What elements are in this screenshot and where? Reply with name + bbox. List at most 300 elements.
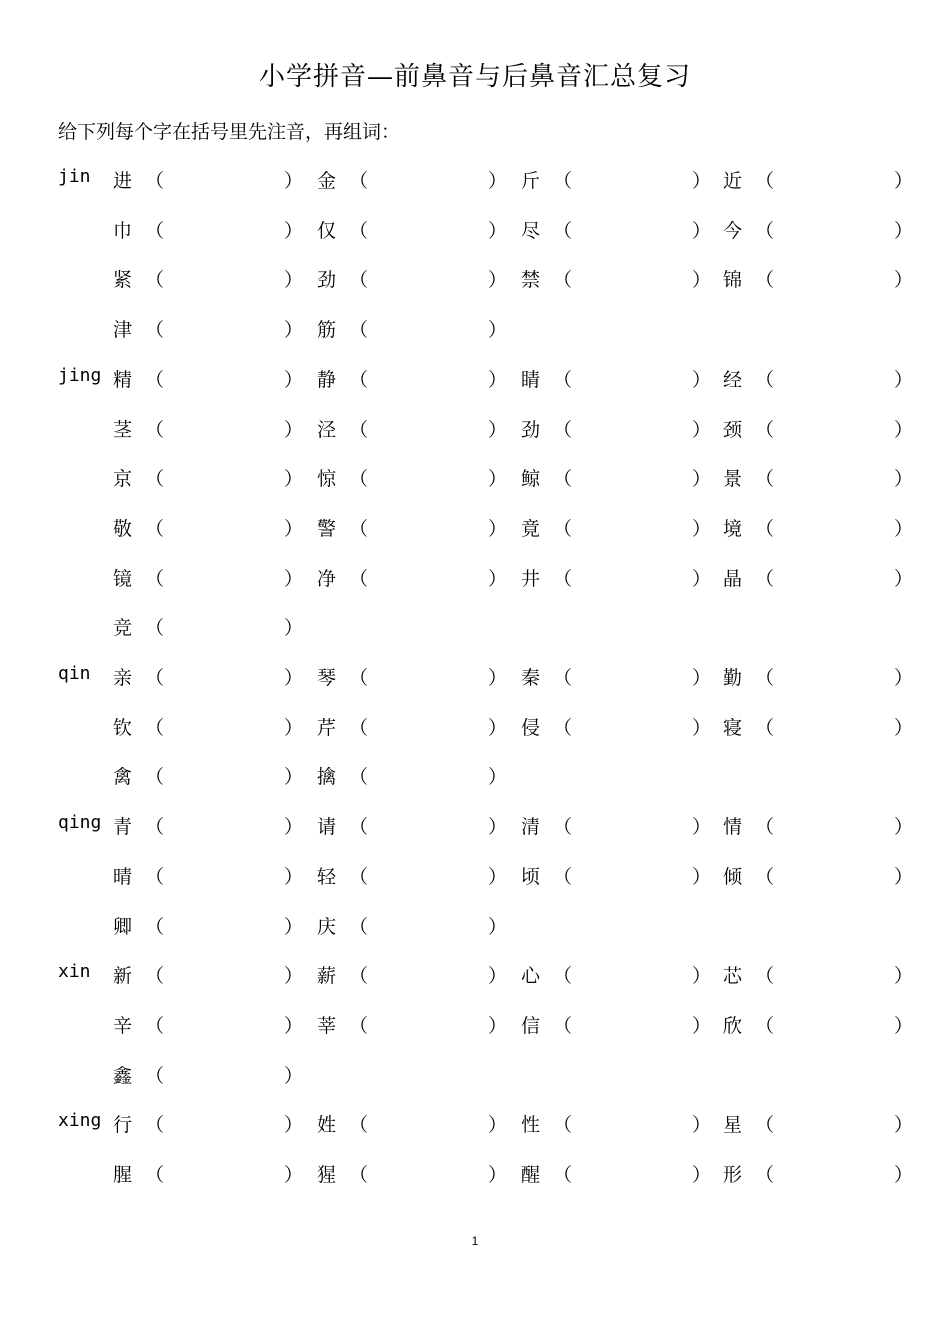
answer-blank-open[interactable]: （: [755, 219, 775, 242]
page-number: 1: [471, 1234, 479, 1248]
worksheet-row: [0, 1011, 950, 1041]
character-item: [521, 564, 711, 591]
character-item: [113, 216, 303, 243]
answer-blank-open[interactable]: （: [553, 269, 573, 292]
character: 莘: [317, 1014, 337, 1037]
answer-blank-open[interactable]: （: [145, 1064, 165, 1087]
character-item: [317, 1160, 507, 1187]
character-item: [723, 1110, 913, 1137]
answer-blank-close: ）: [894, 567, 914, 590]
character: 性: [521, 1114, 541, 1137]
character: 寝: [723, 716, 743, 739]
answer-blank-close: ）: [284, 965, 304, 988]
answer-blank-open[interactable]: （: [145, 517, 165, 540]
answer-blank-close: ）: [488, 468, 508, 491]
answer-blank-close: ）: [488, 816, 508, 839]
character: 境: [723, 517, 743, 540]
answer-blank-close: ）: [284, 1064, 304, 1087]
answer-blank-open[interactable]: （: [145, 269, 165, 292]
answer-blank-open[interactable]: （: [553, 517, 573, 540]
character-item: [521, 961, 711, 988]
answer-blank-close: ）: [692, 368, 712, 391]
answer-blank-open[interactable]: （: [553, 468, 573, 491]
character-item: [317, 514, 507, 541]
character: 仅: [317, 219, 337, 242]
answer-blank-close: ）: [488, 915, 508, 938]
answer-blank-open[interactable]: （: [145, 716, 165, 739]
answer-blank-open[interactable]: （: [755, 170, 775, 192]
worksheet-row: [0, 464, 950, 494]
character-item: [113, 713, 303, 740]
answer-blank-close: ）: [284, 766, 304, 789]
character: 星: [723, 1114, 743, 1137]
answer-blank-open[interactable]: （: [349, 567, 369, 590]
character-item: [723, 415, 913, 442]
character: 劲: [317, 269, 337, 292]
answer-blank-open[interactable]: （: [145, 816, 165, 839]
character-item: [113, 912, 303, 939]
answer-blank-close: ）: [488, 368, 508, 391]
answer-blank-open[interactable]: （: [145, 915, 165, 938]
character: 亲: [113, 667, 133, 689]
character-item: [723, 514, 913, 541]
character: 薪: [317, 965, 337, 988]
worksheet-row: [0, 1061, 950, 1091]
answer-blank-close: ）: [894, 170, 914, 192]
answer-blank-close: ）: [692, 517, 712, 540]
character: 形: [723, 1164, 743, 1186]
character: 卿: [113, 915, 133, 938]
answer-blank-close: ）: [488, 418, 508, 441]
answer-blank-open[interactable]: （: [755, 368, 775, 391]
answer-blank-close: ）: [488, 1014, 508, 1037]
answer-blank-close: ）: [284, 219, 304, 242]
character-item: [113, 613, 303, 640]
character: 顷: [521, 865, 541, 888]
answer-blank-open[interactable]: （: [349, 667, 369, 689]
answer-blank-close: ）: [894, 816, 914, 839]
character: 鑫: [113, 1064, 133, 1087]
answer-blank-open[interactable]: （: [145, 219, 165, 242]
character: 竞: [113, 617, 133, 640]
character-item: [113, 166, 303, 193]
character: 新: [113, 965, 133, 988]
character-item: [521, 514, 711, 541]
answer-blank-close: ）: [692, 865, 712, 888]
answer-blank-close: ）: [284, 170, 304, 192]
answer-blank-open[interactable]: （: [553, 1014, 573, 1037]
character: 侵: [521, 716, 541, 739]
character: 睛: [521, 368, 541, 391]
character: 金: [317, 170, 337, 192]
character: 颈: [723, 418, 743, 441]
character-item: [521, 464, 711, 491]
answer-blank-open[interactable]: （: [553, 865, 573, 888]
worksheet-row: [0, 564, 950, 594]
character-item: [723, 663, 913, 690]
character-item: [317, 464, 507, 491]
character: 秦: [521, 667, 541, 689]
answer-blank-close: ）: [488, 1114, 508, 1137]
character-item: [113, 464, 303, 491]
answer-blank-open[interactable]: （: [145, 468, 165, 491]
character: 晴: [113, 865, 133, 888]
character: 静: [317, 368, 337, 391]
worksheet-row: [0, 812, 950, 842]
worksheet-row: [0, 1160, 950, 1190]
character: 庆: [317, 915, 337, 938]
answer-blank-close: ）: [284, 269, 304, 292]
answer-blank-close: ）: [692, 418, 712, 441]
character-item: [521, 713, 711, 740]
answer-blank-close: ）: [488, 319, 508, 342]
answer-blank-close: ）: [894, 1164, 914, 1186]
answer-blank-open[interactable]: （: [755, 517, 775, 540]
character: 清: [521, 816, 541, 839]
character: 辛: [113, 1014, 133, 1037]
answer-blank-close: ）: [284, 617, 304, 640]
answer-blank-open[interactable]: （: [145, 667, 165, 689]
worksheet-row: [0, 265, 950, 295]
answer-blank-open[interactable]: （: [553, 816, 573, 839]
character: 茎: [113, 418, 133, 441]
character-item: [317, 713, 507, 740]
character: 禁: [521, 269, 541, 292]
answer-blank-open[interactable]: （: [145, 170, 165, 192]
answer-blank-close: ）: [894, 716, 914, 739]
answer-blank-close: ）: [692, 1114, 712, 1137]
character-item: [113, 365, 303, 392]
character: 轻: [317, 865, 337, 888]
answer-blank-open[interactable]: （: [755, 1114, 775, 1137]
character: 琴: [317, 667, 337, 689]
answer-blank-open[interactable]: （: [755, 269, 775, 292]
character: 敬: [113, 517, 133, 540]
character: 勤: [723, 667, 743, 689]
character: 净: [317, 567, 337, 590]
character-item: [723, 365, 913, 392]
character: 姓: [317, 1114, 337, 1137]
character: 请: [317, 816, 337, 839]
worksheet-row: [0, 1110, 950, 1140]
character: 镜: [113, 567, 133, 590]
character-item: [113, 1160, 303, 1187]
answer-blank-close: ）: [894, 1014, 914, 1037]
worksheet-row: [0, 663, 950, 693]
character-item: [317, 961, 507, 988]
answer-blank-open[interactable]: （: [145, 418, 165, 441]
character: 晶: [723, 567, 743, 590]
answer-blank-open[interactable]: （: [553, 1114, 573, 1137]
character: 斤: [521, 170, 541, 192]
answer-blank-close: ）: [284, 915, 304, 938]
answer-blank-open[interactable]: （: [349, 219, 369, 242]
worksheet-row: [0, 415, 950, 445]
pinyin-label: jin: [58, 166, 91, 187]
pinyin-label: xin: [58, 961, 91, 983]
character-item: [521, 216, 711, 243]
answer-blank-close: ）: [894, 418, 914, 441]
answer-blank-close: ）: [284, 865, 304, 888]
answer-blank-close: ）: [284, 1114, 304, 1137]
answer-blank-open[interactable]: （: [145, 617, 165, 640]
answer-blank-open[interactable]: （: [349, 716, 369, 739]
worksheet-row: [0, 762, 950, 792]
character-item: [317, 762, 507, 789]
character: 尽: [521, 219, 541, 242]
answer-blank-close: ）: [894, 269, 914, 292]
answer-blank-open[interactable]: （: [755, 567, 775, 590]
worksheet-row: [0, 365, 950, 395]
character: 巾: [113, 219, 133, 242]
character-item: [113, 1110, 303, 1137]
character: 筋: [317, 319, 337, 342]
character-item: [317, 1110, 507, 1137]
pinyin-label: qin: [58, 663, 91, 684]
character: 欣: [723, 1014, 743, 1037]
character-item: [723, 862, 913, 889]
answer-blank-close: ）: [284, 1164, 304, 1186]
answer-blank-close: ）: [692, 667, 712, 689]
answer-blank-open[interactable]: （: [145, 319, 165, 342]
answer-blank-open[interactable]: （: [145, 1114, 165, 1137]
answer-blank-close: ）: [488, 219, 508, 242]
answer-blank-open[interactable]: （: [349, 865, 369, 888]
answer-blank-open[interactable]: （: [349, 170, 369, 192]
answer-blank-close: ）: [284, 1014, 304, 1037]
answer-blank-open[interactable]: （: [553, 368, 573, 391]
character: 芹: [317, 716, 337, 739]
answer-blank-open[interactable]: （: [145, 567, 165, 590]
character-item: [317, 663, 507, 690]
answer-blank-open[interactable]: （: [553, 567, 573, 590]
character: 钦: [113, 716, 133, 739]
answer-blank-close: ）: [894, 219, 914, 242]
answer-blank-close: ）: [284, 418, 304, 441]
worksheet-row: [0, 216, 950, 246]
character-item: [317, 315, 507, 342]
answer-blank-close: ）: [284, 468, 304, 491]
character-item: [723, 464, 913, 491]
character-item: [723, 265, 913, 292]
character: 泾: [317, 418, 337, 441]
character-item: [521, 365, 711, 392]
character: 青: [113, 816, 133, 839]
character-item: [113, 415, 303, 442]
character: 心: [521, 965, 541, 988]
answer-blank-close: ）: [692, 468, 712, 491]
answer-blank-open[interactable]: （: [349, 1114, 369, 1137]
answer-blank-open[interactable]: （: [553, 667, 573, 689]
answer-blank-open[interactable]: （: [553, 418, 573, 441]
character: 精: [113, 368, 133, 391]
answer-blank-close: ）: [692, 219, 712, 242]
character-item: [521, 862, 711, 889]
character: 津: [113, 319, 133, 342]
character-item: [723, 166, 913, 193]
answer-blank-close: ）: [692, 1164, 712, 1186]
answer-blank-close: ）: [692, 816, 712, 839]
answer-blank-close: ）: [488, 517, 508, 540]
character: 芯: [723, 965, 743, 988]
answer-blank-close: ）: [284, 517, 304, 540]
worksheet-row: [0, 166, 950, 196]
character-item: [317, 265, 507, 292]
answer-blank-open[interactable]: （: [349, 418, 369, 441]
character-item: [113, 564, 303, 591]
answer-blank-close: ）: [284, 368, 304, 391]
character: 今: [723, 219, 743, 242]
character-item: [521, 1011, 711, 1038]
character-item: [113, 812, 303, 839]
answer-blank-open[interactable]: （: [755, 965, 775, 988]
answer-blank-open[interactable]: （: [349, 1014, 369, 1037]
character-item: [317, 365, 507, 392]
pinyin-label: qing: [58, 812, 102, 834]
character-item: [113, 862, 303, 889]
character-item: [723, 961, 913, 988]
character: 鲸: [521, 468, 541, 491]
character-item: [317, 1011, 507, 1038]
character: 竟: [521, 517, 541, 540]
answer-blank-close: ）: [692, 269, 712, 292]
character-item: [113, 514, 303, 541]
worksheet-row: [0, 961, 950, 991]
answer-blank-close: ）: [692, 567, 712, 590]
answer-blank-open[interactable]: （: [145, 1014, 165, 1037]
answer-blank-open[interactable]: （: [145, 965, 165, 988]
character-item: [317, 564, 507, 591]
character-item: [723, 564, 913, 591]
answer-blank-open[interactable]: （: [145, 766, 165, 789]
character-item: [113, 762, 303, 789]
page-title: 小学拼音—前鼻音与后鼻音汇总复习: [258, 62, 691, 92]
answer-blank-close: ）: [284, 667, 304, 689]
answer-blank-open[interactable]: （: [349, 269, 369, 292]
answer-blank-close: ）: [488, 965, 508, 988]
character-item: [521, 415, 711, 442]
character: 信: [521, 1014, 541, 1037]
character: 劲: [521, 418, 541, 441]
character-item: [723, 1160, 913, 1187]
character: 醒: [521, 1164, 541, 1186]
character: 禽: [113, 766, 133, 789]
answer-blank-open[interactable]: （: [145, 865, 165, 888]
answer-blank-open[interactable]: （: [349, 368, 369, 391]
answer-blank-open[interactable]: （: [349, 816, 369, 839]
answer-blank-open[interactable]: （: [755, 667, 775, 689]
answer-blank-close: ）: [284, 816, 304, 839]
answer-blank-open[interactable]: （: [553, 1164, 573, 1186]
character: 京: [113, 468, 133, 491]
character-item: [521, 1110, 711, 1137]
answer-blank-close: ）: [894, 965, 914, 988]
character-item: [317, 415, 507, 442]
answer-blank-close: ）: [488, 766, 508, 789]
character-item: [521, 265, 711, 292]
answer-blank-close: ）: [284, 567, 304, 590]
answer-blank-open[interactable]: （: [755, 418, 775, 441]
character-item: [317, 912, 507, 939]
answer-blank-open[interactable]: （: [553, 219, 573, 242]
answer-blank-open[interactable]: （: [349, 319, 369, 342]
character-item: [723, 713, 913, 740]
worksheet-row: [0, 315, 950, 345]
pinyin-label: xing: [58, 1110, 102, 1132]
answer-blank-open[interactable]: （: [755, 816, 775, 839]
answer-blank-close: ）: [488, 567, 508, 590]
answer-blank-open[interactable]: （: [755, 716, 775, 739]
pinyin-label: jing: [58, 364, 102, 386]
answer-blank-close: ）: [692, 716, 712, 739]
character-item: [113, 1061, 303, 1088]
character-item: [521, 166, 711, 193]
answer-blank-close: ）: [488, 170, 508, 192]
character-item: [113, 961, 303, 988]
answer-blank-open[interactable]: （: [349, 915, 369, 938]
instruction-text: 给下列每个字在括号里先注音，再组词：: [58, 121, 401, 143]
answer-blank-close: ）: [894, 517, 914, 540]
answer-blank-open[interactable]: （: [755, 865, 775, 888]
answer-blank-close: ）: [284, 319, 304, 342]
character: 近: [723, 170, 743, 192]
answer-blank-open[interactable]: （: [755, 1164, 775, 1186]
character-item: [317, 812, 507, 839]
character: 经: [723, 368, 743, 391]
character-item: [723, 216, 913, 243]
character: 行: [113, 1114, 133, 1137]
answer-blank-open[interactable]: （: [145, 1164, 165, 1186]
character-item: [113, 663, 303, 690]
character: 锦: [723, 269, 743, 292]
character-item: [113, 1011, 303, 1038]
worksheet-row: [0, 613, 950, 643]
answer-blank-open[interactable]: （: [755, 468, 775, 491]
answer-blank-open[interactable]: （: [145, 368, 165, 391]
character-item: [723, 1011, 913, 1038]
answer-blank-open[interactable]: （: [349, 1164, 369, 1186]
answer-blank-open[interactable]: （: [553, 965, 573, 988]
character: 景: [723, 468, 743, 491]
character: 惊: [317, 468, 337, 491]
character: 擒: [317, 766, 337, 789]
answer-blank-close: ）: [488, 1164, 508, 1186]
worksheet-row: [0, 514, 950, 544]
answer-blank-open[interactable]: （: [349, 766, 369, 789]
answer-blank-close: ）: [488, 865, 508, 888]
character-item: [521, 663, 711, 690]
answer-blank-close: ）: [488, 269, 508, 292]
answer-blank-open[interactable]: （: [553, 170, 573, 192]
answer-blank-close: ）: [488, 667, 508, 689]
character: 腥: [113, 1164, 133, 1186]
answer-blank-close: ）: [894, 865, 914, 888]
character: 情: [723, 816, 743, 839]
answer-blank-open[interactable]: （: [553, 716, 573, 739]
answer-blank-open[interactable]: （: [349, 468, 369, 491]
worksheet-row: [0, 912, 950, 942]
answer-blank-open[interactable]: （: [755, 1014, 775, 1037]
answer-blank-close: ）: [284, 716, 304, 739]
character: 紧: [113, 269, 133, 292]
answer-blank-close: ）: [894, 468, 914, 491]
character-item: [317, 216, 507, 243]
answer-blank-open[interactable]: （: [349, 965, 369, 988]
answer-blank-close: ）: [692, 1014, 712, 1037]
answer-blank-close: ）: [894, 368, 914, 391]
answer-blank-open[interactable]: （: [349, 517, 369, 540]
character: 井: [521, 567, 541, 590]
